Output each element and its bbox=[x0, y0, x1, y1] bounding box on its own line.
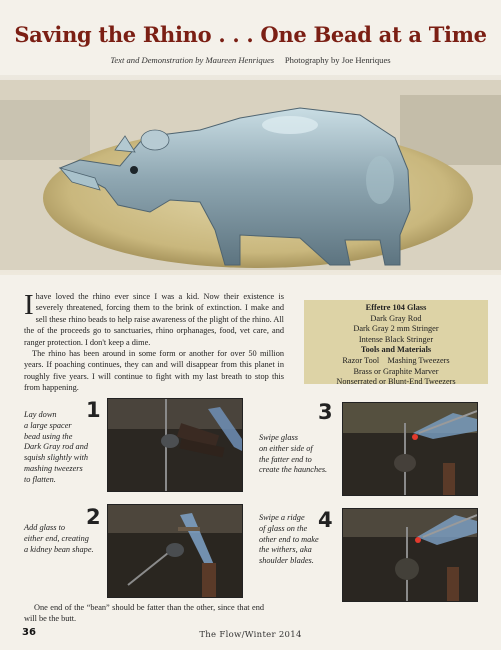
materials-box bbox=[304, 300, 488, 387]
caption-line: to flatten. bbox=[24, 474, 56, 484]
caption-line: either end, creating bbox=[24, 533, 89, 543]
step-3-image bbox=[343, 403, 477, 495]
caption-line: a kidney bean shape. bbox=[24, 544, 94, 554]
intro-paragraph-2: The rhino has been around in some form or another for over 50 million years. If poaching continues, they can and will disappear from this planet in roughly five years. I will continue to fight with my last breath to stop this from happening. bbox=[24, 349, 284, 393]
caption-line: the fatter end to bbox=[259, 454, 312, 464]
caption-line: of glass on the bbox=[259, 523, 308, 533]
tools-heading: Tools and Materials bbox=[360, 345, 432, 355]
step-4-number: 4 bbox=[318, 508, 333, 532]
closing-paragraph: One end of the “bean” should be fatter than the other, since that end will be the butt. bbox=[24, 603, 264, 624]
caption-line: Lay down bbox=[24, 410, 57, 419]
tool-item: Nonserrated or Blunt-End Tweezers bbox=[336, 377, 456, 387]
step-4-image bbox=[343, 509, 477, 601]
step-2-number: 2 bbox=[86, 505, 101, 529]
caption-line: on either side of bbox=[259, 443, 313, 453]
caption-line: the withers, aka bbox=[259, 545, 312, 555]
article-title: Saving the Rhino . . . One Bead at a Time bbox=[14, 22, 487, 47]
step-2-image bbox=[108, 505, 242, 597]
glass-item: Dark Gray Rod bbox=[370, 313, 422, 323]
step-2-photo bbox=[107, 504, 243, 598]
page-number: 36 bbox=[22, 627, 36, 638]
intro-paragraph-1-text: have loved the rhino ever since I was a kid. Now their existence is severely threatened, forcing them to the brink of extinction. I make and sell these rhino beads to help raise awareness of the plight of the rhino. All the of the proceeds go to sanctuaries, rhino orphanages, food, vet care, and ranger protection. I don't keep a dime. bbox=[24, 292, 284, 347]
step-3-number: 3 bbox=[318, 400, 333, 424]
intro-text bbox=[24, 291, 284, 394]
dropcap: I bbox=[24, 289, 34, 321]
rhino-bead-photo bbox=[0, 70, 501, 285]
caption-line: create the haunches. bbox=[259, 465, 328, 475]
magazine-footer: The Flow/Winter 2014 bbox=[199, 630, 302, 640]
glass-heading: Effetre 104 Glass bbox=[365, 303, 427, 312]
caption-line: Swipe glass bbox=[259, 433, 298, 442]
glass-item: Intense Black Stringer bbox=[358, 334, 434, 344]
text-credit: Text and Demonstration by Maureen Henriques bbox=[110, 55, 275, 65]
caption-line: a large spacer bbox=[24, 420, 72, 430]
caption-line: squish slightly with bbox=[24, 453, 89, 463]
caption-line: bead using the bbox=[24, 431, 73, 441]
tool-item: Razor Tool Mashing Tweezers bbox=[342, 355, 450, 365]
tool-item: Brass or Graphite Marver bbox=[353, 366, 439, 376]
caption-line: Swipe a ridge bbox=[259, 513, 305, 522]
caption-line: mashing tweezers bbox=[24, 463, 83, 473]
caption-line: other end to make bbox=[259, 534, 319, 544]
step-3-caption bbox=[259, 433, 344, 476]
caption-line: Dark Gray rod and bbox=[24, 442, 88, 452]
glass-item: Dark Gray 2 mm Stringer bbox=[353, 324, 439, 334]
photo-credit: Photography by Joe Henriques bbox=[284, 55, 391, 65]
step-1-number: 1 bbox=[86, 398, 101, 422]
intro-paragraph-1 bbox=[24, 291, 284, 348]
caption-line: Add glass to bbox=[24, 523, 66, 532]
step-1-photo bbox=[107, 398, 243, 492]
step-4-photo bbox=[342, 508, 478, 602]
caption-line: shoulder blades. bbox=[259, 556, 314, 566]
step-1-image bbox=[108, 399, 242, 491]
step-3-photo bbox=[342, 402, 478, 496]
article-credits bbox=[0, 55, 501, 65]
